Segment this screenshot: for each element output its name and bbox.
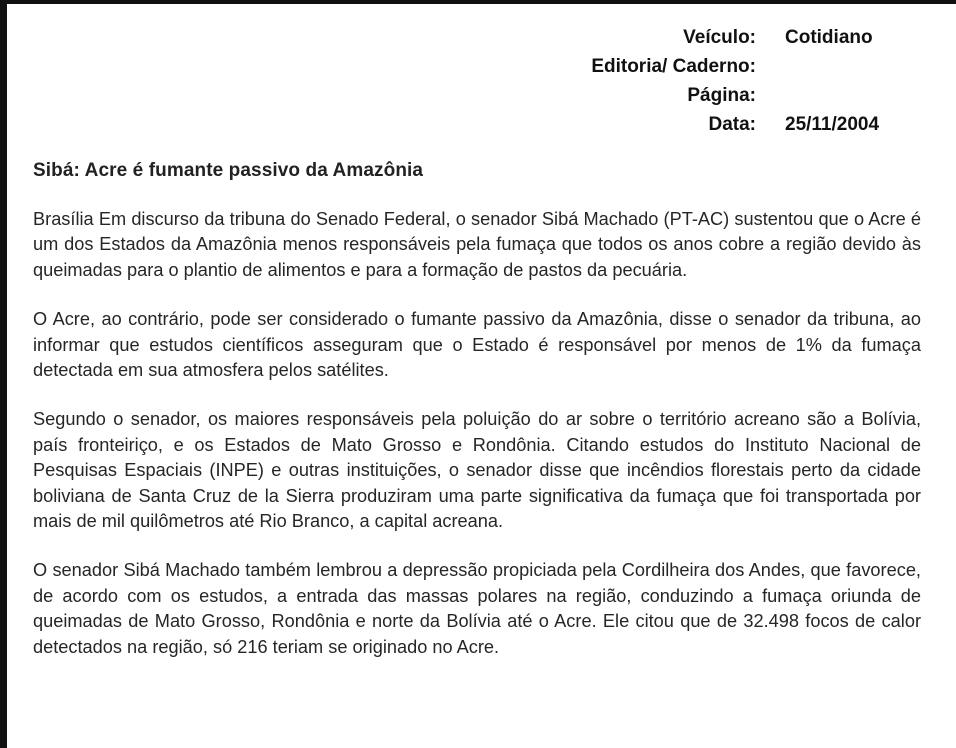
pagina-label: Página: [687,84,756,106]
scan-border-top [0,0,956,4]
article-paragraph: O Acre, ao contrário, pode ser considerado o fumante passivo da Amazônia, disse o senador da tribuna, ao informar que estudos científicos asseguram que o Estado é responsável por menos de 1% da fumaça detectada em sua atmosfera pelos satélites. [33,309,921,381]
meta-row-data [436,110,956,139]
article-paragraph: Brasília Em discurso da tribuna do Senado Federal, o senador Sibá Machado (PT-AC) sustentou que o Acre é um dos Estados da Amazônia menos responsáveis pela fumaça que todos os anos cobre a região devido às queimadas para o plantio de alimentos e para a formação de pastos da pecuária. [33,209,921,280]
article-paragraph: Segundo o senador, os maiores responsáveis pela poluição do ar sobre o território acreano são a Bolívia, país fronteiriço, e os Estados de Mato Grosso e Rondônia. Citando estudos do Instituto Nacional de Pesquisas Espaciais (INPE) e outras instituições, o senador disse que incêndios florestais perto da cidade boliviana de Santa Cruz de la Sierra produziram uma parte significativa da fumaça que foi transportada por mais de mil quilômetros até Rio Branco, a capital acreana. [33,409,921,532]
article-body [33,207,921,660]
meta-row-editoria [436,52,956,81]
article-headline: Sibá: Acre é fumante passivo da Amazônia [33,160,424,181]
veiculo-label: Veículo: [683,26,756,48]
data-value: 25/11/2004 [785,113,880,135]
scan-border-left [0,0,7,748]
article-paragraph: O senador Sibá Machado também lembrou a depressão propiciada pela Cordilheira dos Andes, que favorece, de acordo com os estudos, a entrada das massas polares na região, conduzindo a fumaça oriunda de queimadas de Mato Grosso, Rondônia e norte da Bolívia até o Acre. Ele citou que de 32.498 focos de calor detectados na região, só 216 teriam se originado no Acre. [33,560,921,657]
meta-row-veiculo [436,23,956,52]
meta-row-pagina [436,81,956,110]
data-label: Data: [708,113,756,135]
veiculo-value: Cotidiano [785,26,873,48]
editoria-label: Editoria/ Caderno: [591,55,756,77]
clipping-metadata [436,23,956,139]
